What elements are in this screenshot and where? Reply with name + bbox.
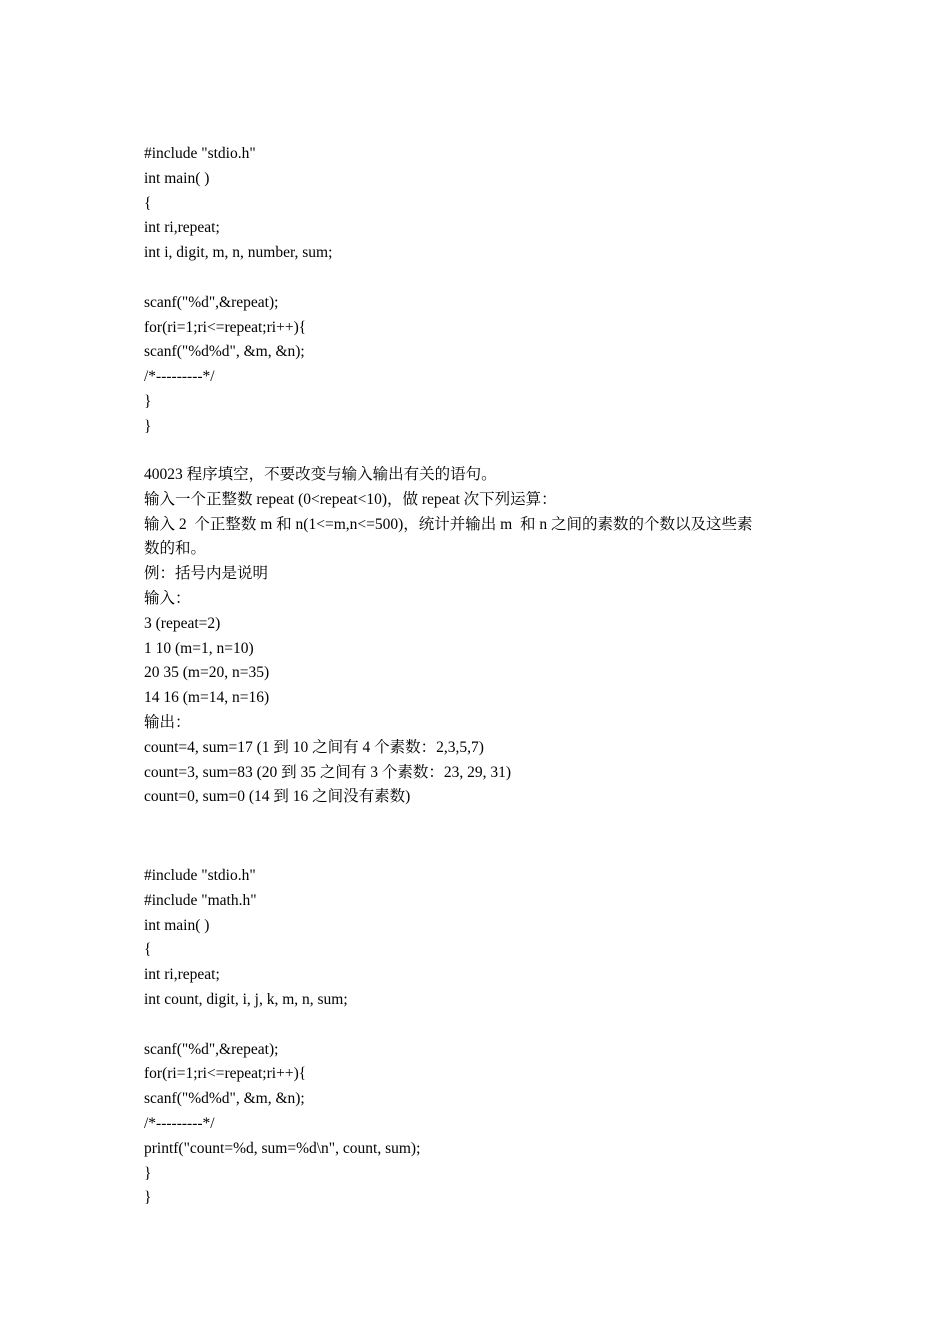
code-block-1 [144,142,824,440]
code-line: int i, digit, m, n, number, sum; [144,244,333,262]
code-line: /*---------*/ [144,368,215,386]
problem-statement [144,463,824,810]
code-line: } [144,1164,152,1182]
input-line: 20 35 (m=20, n=35) [144,664,270,682]
code-line: for(ri=1;ri<=repeat;ri++){ [144,318,307,336]
code-line: int main( ) [144,169,210,187]
problem-title: 40023 程序填空，不要改变与输入输出有关的语句。 [144,466,497,483]
code-line [144,1013,824,1038]
input-line: 1 10 (m=1, n=10) [144,639,254,657]
code-line: } [144,1189,152,1207]
problem-description: 输入一个正整数 repeat (0<repeat<10)，做 repeat 次下列运算： [144,490,557,508]
code-line: #include "stdio.h" [144,867,256,884]
code-line: } [144,417,152,435]
code-line: int ri,repeat; [144,219,220,237]
code-line: scanf("%d",&repeat); [144,1040,279,1058]
input-line: 14 16 (m=14, n=16) [144,689,270,707]
code-line: scanf("%d%d", &m, &n); [144,343,305,361]
code-line: int main( ) [144,916,210,934]
output-line: count=4, sum=17 (1 到 10 之间有 4 个素数：2,3,5,7) [144,738,484,756]
code-line: printf("count=%d, sum=%d\n", count, sum); [144,1139,421,1157]
problem-description: 数的和。 [144,540,207,558]
input-line: 3 (repeat=2) [144,614,221,632]
output-label: 输出： [144,713,191,731]
code-line: } [144,392,152,410]
code-line: scanf("%d%d", &m, &n); [144,1090,305,1108]
code-line [144,266,824,291]
input-label: 输入： [144,589,191,607]
output-line: count=3, sum=83 (20 到 35 之间有 3 个素数：23, 29, 31) [144,763,512,781]
code-line: /*---------*/ [144,1114,215,1132]
code-line: #include "math.h" [144,891,257,909]
output-line: count=0, sum=0 (14 到 16 之间没有素数) [144,788,411,806]
code-line: int ri,repeat; [144,966,220,984]
code-line: { [144,941,152,959]
example-label: 例：括号内是说明 [144,565,269,583]
code-block-2 [144,864,824,1211]
code-line: #include "stdio.h" [144,145,256,162]
code-line: { [144,194,152,212]
code-line: for(ri=1;ri<=repeat;ri++){ [144,1065,307,1083]
problem-description: 输入 2 个正整数 m 和 n(1<=m,n<=500)，统计并输出 m 和 n 之间的素数的个数以及这些素 [144,515,753,533]
code-line: int count, digit, i, j, k, m, n, sum; [144,990,348,1008]
code-line: scanf("%d",&repeat); [144,293,279,311]
